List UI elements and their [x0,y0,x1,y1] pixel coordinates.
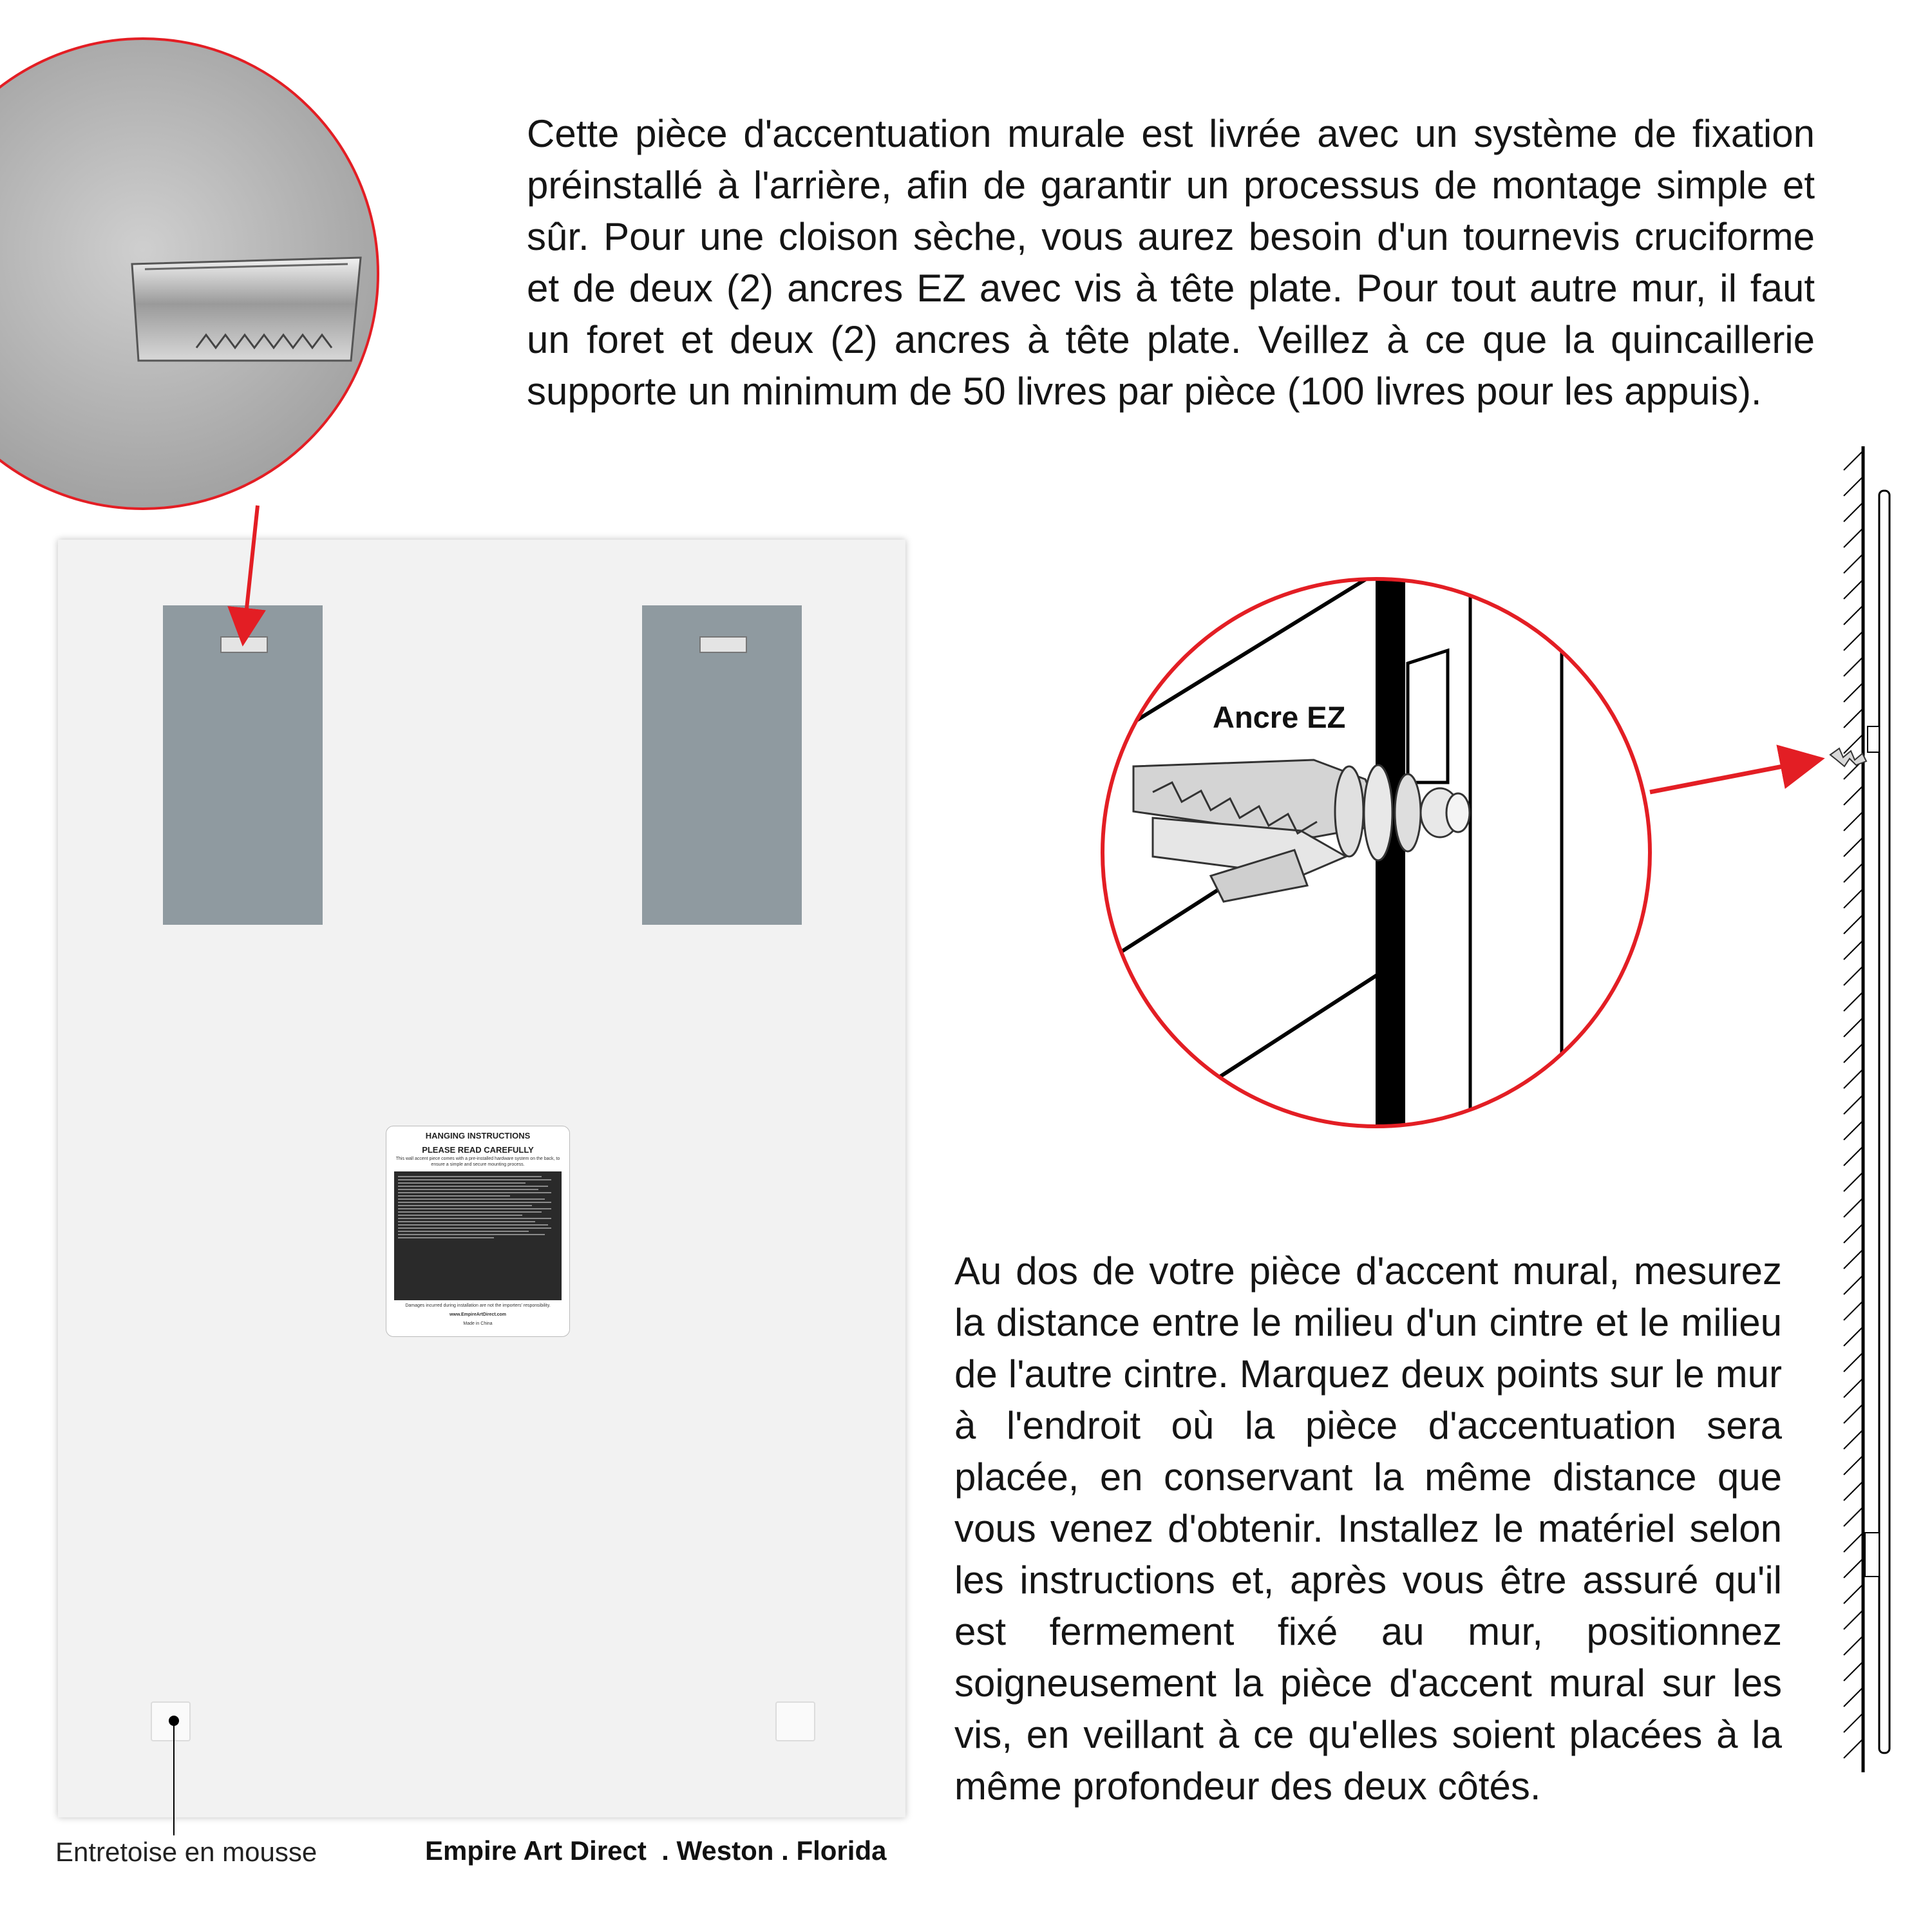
wall-profile [1830,446,1889,1772]
label-subtitle: This wall accent piece comes with a pre-installed hardware system on the back, to ensure a simple and secure mounting process. [395,1157,560,1167]
anchor-callout-arrow [1650,760,1816,792]
label-website: www.EmpireArtDirect.com [449,1312,507,1317]
hanger-callout-arrow [243,506,258,639]
brand-line: Empire Art Direct . Weston . Florida [425,1835,887,1866]
label-footer-note: Damages incurred during installation are not the importers' responsibility. [405,1303,551,1308]
instructions-paragraph: Au dos de votre pièce d'accent mural, mesurez la distance entre le milieu d'un cintre et le milieu de l'autre cintre. Marquez deux points sur le mur à l'endroit où la pièce d'accentuation sera placée, en conservant la même distance que vous venez d'obtenir. Installez le matériel selon les instructions et, après vous être assuré qu'il est fermement fixé au mur, positionnez soigneusement la pièce d'accent mural sur les vis, en veillant à ce qu'elles soient placées à la même profondeur des deux côtés. [954,1249,1782,1808]
ez-anchor-label: Ancre EZ [1213,700,1346,734]
label-title-2: PLEASE READ CAREFULLY [422,1145,534,1155]
foam-leader-dot [169,1716,179,1726]
label-title-1: HANGING INSTRUCTIONS [425,1131,531,1141]
intro-paragraph: Cette pièce d'accentuation murale est livrée avec un système de fixation préinstallé à l'arrière, afin de garantir un processus de montage simple et sûr. Pour une cloison sèche, vous aurez besoin d'un tournevis cruciforme et de deux (2) ancres EZ avec vis à tête plate. Pour tout autre mur, il faut un foret et deux (2) ancres à tête plate. Veillez à ce que la quincaillerie supporte un minimum de 50 livres par pièce (100 livres pour les appuis). [527,112,1815,413]
foam-spacer-caption: Entretoise en mousse [55,1837,317,1867]
hanger-zoom-callout [0,39,378,509]
label-origin: Made in China [463,1321,493,1326]
anchor-zoom-callout [1103,567,1650,1146]
